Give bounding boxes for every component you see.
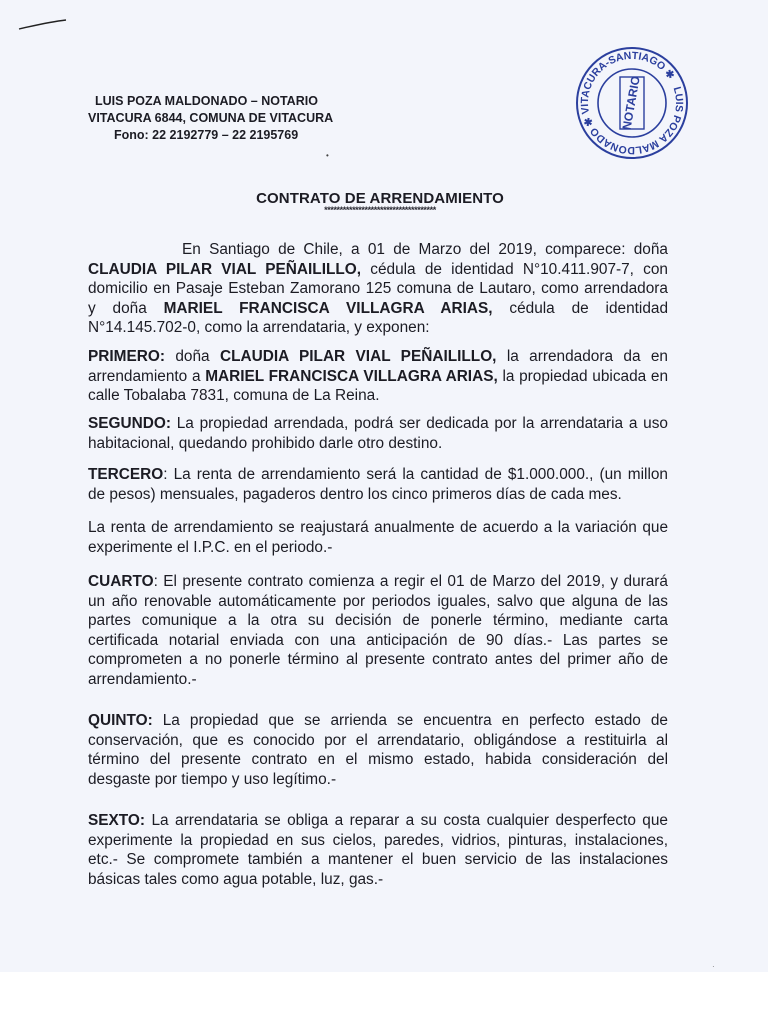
clause-segundo: SEGUNDO: La propiedad arrendada, podrá ser dedicada por la arrendataria a uso habitacional, quedando prohibido darle otro destino.	[88, 415, 668, 452]
clause-sexto: SEXTO: La arrendataria se obliga a reparar a su costa cualquier desperfecto que experimente la propiedad en sus cielos, paredes, vidrios, pinturas, instalaciones, etc.- Se compromete también a mantener el buen servicio de las instalaciones básicas tales como agua potable, luz, gas.-	[88, 812, 668, 888]
rent-adjustment-paragraph: La renta de arrendamiento se reajustará anualmente de acuerdo a la variación que experimente el I.P.C. en el periodo.-	[88, 519, 668, 556]
notary-seal-stamp	[574, 45, 690, 161]
clause-label: CUARTO	[88, 573, 154, 590]
clause-tercero: TERCERO: La renta de arrendamiento será la cantidad de $1.000.000., (un millon de pesos) mensuales, pagaderos dentro los cinco primeros días de cada mes.	[88, 466, 668, 503]
clause-quinto: QUINTO: La propiedad que se arrienda se encuentra en perfecto estado de conservación, que es conocido por el arrendatario, obligándose a restituirla al término del presente contrato en el mismo estado, habida consideración del desgaste por tiempo y uso legítimo.-	[88, 712, 668, 788]
pen-stroke-mark	[18, 18, 68, 32]
clause-label: QUINTO:	[88, 712, 153, 729]
title-star-underline: ************************************	[324, 205, 436, 215]
notary-letterhead	[88, 93, 368, 144]
document-title-block	[220, 190, 540, 215]
letterhead-phone: Fono: 22 2192779 – 22 2195769	[114, 128, 299, 142]
stamp-ring-text: LUIS POZA MALDONADO ✱ VITACURA-SANTIAGO ✱	[578, 49, 686, 157]
document-title: CONTRATO DE ARRENDAMIENTO	[256, 190, 504, 207]
ink-speck: •	[326, 151, 329, 160]
stamp-center-text: NOTARIO	[619, 74, 643, 131]
letterhead-line-1: LUIS POZA MALDONADO – NOTARIO	[95, 94, 318, 108]
intro-paragraph: En Santiago de Chile, a 01 de Marzo del 2019, comparece: doña CLAUDIA PILAR VIAL PEÑAILILLO, cédula de identidad N°10.411.907-7, con domicilio en Pasaje Esteban Zamorano 125 comuna de Lautaro, como arrendadora y doña MARIEL FRANCISCA VILLAGRA ARIAS, cédula de identidad N°14.145.702-0, como la arrendataria, y exponen:	[88, 241, 668, 336]
clause-label: SEGUNDO:	[88, 415, 171, 432]
clause-cuarto: CUARTO: El presente contrato comienza a regir el 01 de Marzo del 2019, y durará un año renovable automáticamente por periodos iguales, salvo que alguna de las partes comunique a la otra su decisión de ponerle término, mediante carta certificada notarial enviada con una anticipación de 90 días.- Las partes se comprometen a no ponerle término al presente contrato antes del primer año de arrendamiento.-	[88, 573, 668, 688]
clause-primero: PRIMERO: doña CLAUDIA PILAR VIAL PEÑAILILLO, la arrendadora da en arrendamiento a MARIEL FRANCISCA VILLAGRA ARIAS, la propiedad ubicada en calle Tobalaba 7831, comuna de La Reina.	[88, 348, 669, 404]
page-bottom-margin	[0, 972, 768, 1024]
clause-label: TERCERO	[88, 466, 164, 483]
letterhead-line-2: VITACURA 6844, COMUNA DE VITACURA	[88, 111, 334, 125]
clause-label: SEXTO:	[88, 812, 146, 829]
clause-label: PRIMERO:	[88, 348, 165, 365]
ink-speck: ·	[712, 962, 715, 971]
